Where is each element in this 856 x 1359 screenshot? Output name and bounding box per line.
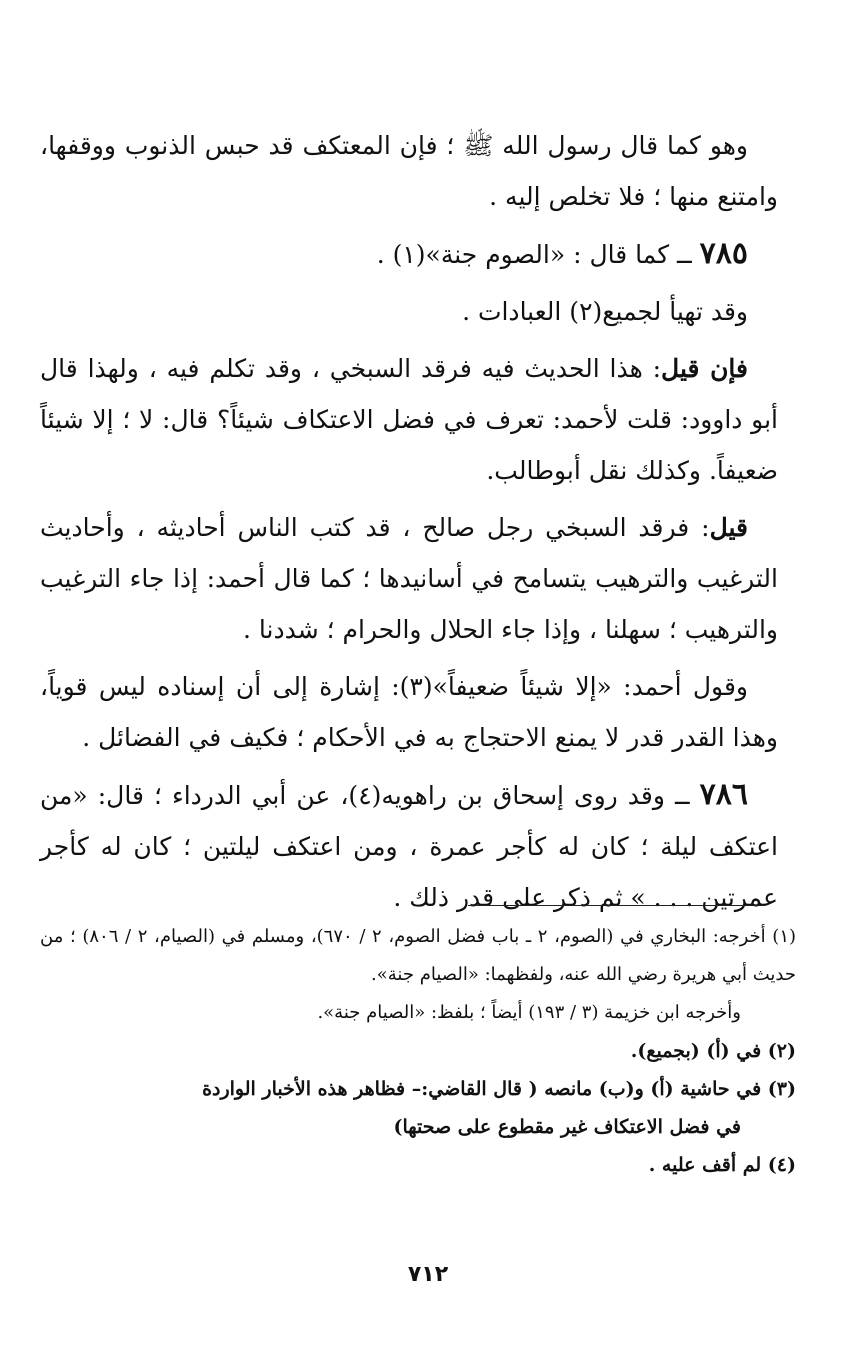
- paragraph-prophet-saying: وهو كما قال رسول الله ﷺ ؛ فإن المعتكف قد حبس الذنوب ووقفها، وامتنع منها ؛ فلا تخلص إليه .: [40, 131, 778, 211]
- footnote-3-continued: في فضل الاعتكاف غير مقطوع على صحتها): [393, 1116, 741, 1138]
- paragraph-readiness: وقد تهيأ لجميع(٢) العبادات .: [462, 297, 748, 326]
- reply-text: : فرقد السبخي رجل صالح ، قد كتب الناس أحاديثه ، وأحاديث الترغيب والترهيب يتسامح في أسانيدها ؛ كما قال أحمد: إذا جاء الترغيب والترهيب ؛ سهلنا ، وإذا جاء الحلال والحرام ؛ شددنا .: [40, 513, 778, 644]
- footnote-2: (٢) في (أ) (بجميع).: [630, 1040, 796, 1062]
- paragraph-ahmad-statement: وقول أحمد: «إلا شيئاً ضعيفاً»(٣): إشارة إلى أن إسناده ليس قوياً، وهذا القدر قدر لا يمنع الاحتجاج به في الأحكام ؛ فكيف في الفضائل .: [40, 672, 778, 752]
- objection-lead: فإن قيل: [661, 354, 748, 383]
- footnote-divider: [468, 905, 764, 906]
- hadith-number-786: ٧٨٦: [699, 777, 748, 812]
- paragraph-785: [40, 228, 778, 280]
- paragraph-reply: [40, 502, 778, 655]
- footnote-4: (٤) لم أقف عليه .: [648, 1154, 796, 1176]
- footnote-1-continued: وأخرجه ابن خزيمة (٣ / ١٩٣) أيضاً ؛ بلفظ: «الصيام جنة».: [317, 1002, 741, 1023]
- page-number: ٧١٢: [407, 1262, 449, 1287]
- footnotes: [40, 918, 796, 1184]
- main-text: [40, 120, 778, 929]
- paragraph-objection: [40, 343, 778, 496]
- objection-text: : هذا الحديث فيه فرقد السبخي ، وقد تكلم فيه ، ولهذا قال أبو داوود: قلت لأحمد: تعرف في فضل الاعتكاف شيئاً؟ قال: لا ؛ إلا شيئاً ضعيفاً. وكذلك نقل أبوطالب.: [40, 354, 778, 485]
- hadith-number-785: ٧٨٥: [699, 236, 748, 271]
- reply-lead: قيل: [709, 513, 748, 542]
- hadith-785-text: ــ كما قال : «الصوم جنة»(١) .: [376, 240, 692, 269]
- footnote-3: (٣) في حاشية (أ) و(ب) مانصه ( قال القاضي:– فظاهر هذه الأخبار الواردة: [202, 1078, 796, 1100]
- hadith-786-text: ــ وقد روى إسحاق بن راهويه(٤)، عن أبي الدرداء ؛ قال: «من اعتكف ليلة ؛ كان له كأجر عمرة ، ومن اعتكف ليلتين ؛ كان له كأجر عمرتين . . . » ثم ذكر على قدر ذلك .: [40, 781, 778, 912]
- paragraph-786: [40, 769, 778, 923]
- footnote-1: (١) أخرجه: البخاري في (الصوم، ٢ ـ باب فضل الصوم، ٢ / ٦٧٠)، ومسلم في (الصيام، ٢ / ٨٠٦) ؛ من حديث أبي هريرة رضي الله عنه، ولفظهما: «الصيام جنة».: [40, 926, 797, 985]
